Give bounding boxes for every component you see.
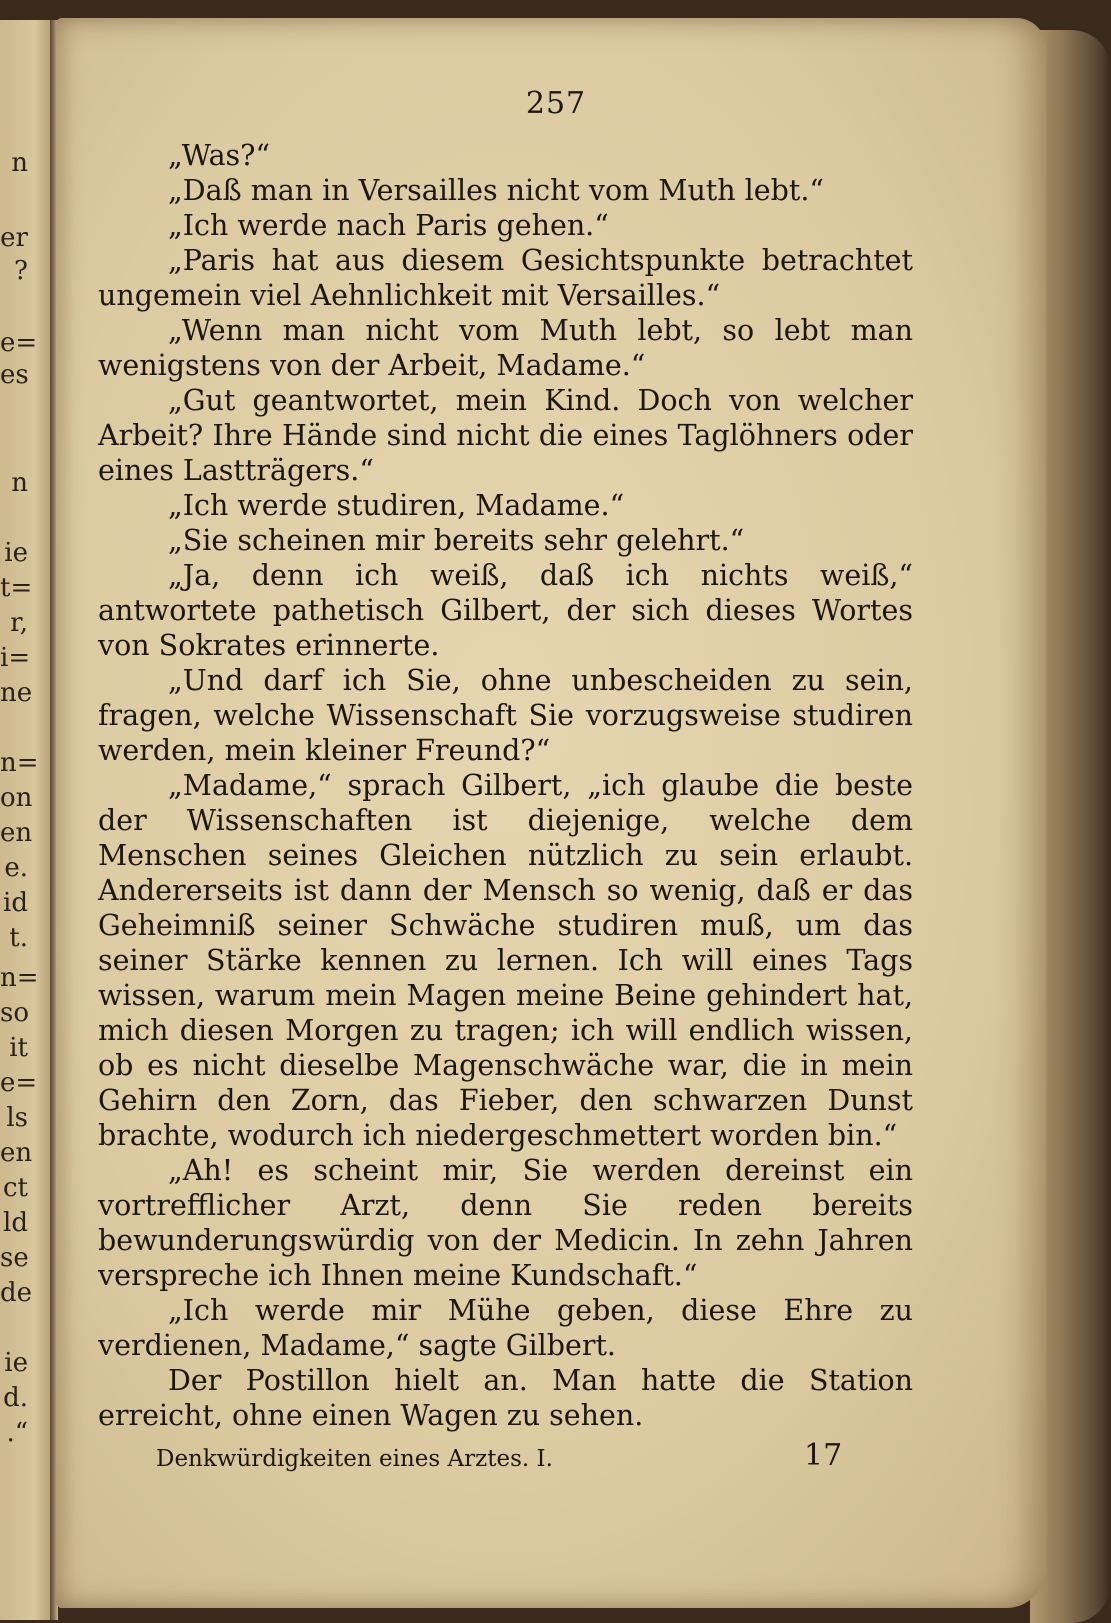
previous-page-fragment: t.: [9, 923, 28, 953]
previous-page-fragment: t=: [0, 573, 33, 603]
paragraph: „Wenn man nicht vom Muth lebt, so lebt man wenigstens von der Arbeit, Madame.“: [98, 314, 913, 382]
previous-page-fragment: ct: [2, 1173, 28, 1203]
previous-page-fragment: on: [0, 783, 33, 813]
previous-page-fragment: .“: [6, 1418, 28, 1448]
paragraph: „Daß man in Versailles nicht vom Muth lebt.“: [168, 174, 824, 207]
paragraph: „Und darf ich Sie, ohne unbescheiden zu sein, fragen, welche Wissenschaft Sie vorzugsweise studiren werden, mein kleiner Freund?“: [98, 664, 913, 767]
paragraph: „Ich werde studiren, Madame.“: [168, 489, 625, 522]
book-page: [56, 18, 1046, 1608]
previous-page-fragment: ls: [6, 1103, 28, 1133]
previous-page-fragment: er: [0, 223, 28, 253]
previous-page-fragment: e.: [4, 853, 28, 883]
previous-page-fragment: e=: [0, 328, 38, 358]
previous-page-fragment: id: [3, 888, 28, 918]
paragraph: „Ja, denn ich weiß, daß ich nichts weiß,“ antwortete pathetisch Gilbert, der sich dieses Wortes von Sokrates erinnerte.: [98, 559, 913, 662]
previous-page-fragment: n=: [0, 748, 39, 778]
previous-page-fragment: n: [11, 468, 28, 498]
previous-page-fragment: ld: [3, 1208, 28, 1238]
previous-page-fragment: d.: [3, 1383, 28, 1413]
previous-page-fragment: n: [11, 148, 28, 178]
footer-title: Denkwürdigkeiten eines Arztes. I.: [156, 1446, 553, 1472]
paragraph: „Ich werde nach Paris gehen.“: [168, 209, 609, 242]
paragraph: „Was?“: [168, 139, 271, 172]
previous-page-fragment: se: [0, 1243, 29, 1273]
previous-page-fragment: ie: [4, 538, 28, 568]
previous-page-fragment: r,: [10, 608, 28, 638]
previous-page-fragment: so: [0, 998, 29, 1028]
previous-page-fragment: n=: [0, 963, 39, 993]
previous-page-fragment: ne: [0, 678, 33, 708]
paragraph: „Paris hat aus diesem Gesichtspunkte betrachtet ungemein viel Aehnlichkeit mit Versailles.“: [98, 244, 913, 312]
previous-page-fragment: i=: [0, 643, 31, 673]
paragraph: Der Postillon hielt an. Man hatte die Station erreicht, ohne einen Wagen zu sehen.: [98, 1364, 913, 1432]
paragraph: „Ich werde mir Mühe geben, diese Ehre zu verdienen, Madame,“ sagte Gilbert.: [98, 1294, 913, 1362]
previous-page-edge: [0, 20, 52, 1620]
previous-page-fragment: ?: [14, 256, 28, 286]
signature-mark: 17: [804, 1438, 843, 1473]
page-number: 257: [525, 86, 587, 121]
previous-page-fragment: en: [0, 1138, 33, 1168]
paragraph: „Gut geantwortet, mein Kind. Doch von welcher Arbeit? Ihre Hände sind nicht die eines Taglöhners oder eines Lastträgers.“: [98, 384, 913, 487]
body-text: [98, 138, 913, 1433]
previous-page-fragment: ie: [4, 1348, 28, 1378]
paragraph: „Ah! es scheint mir, Sie werden dereinst ein vortrefflicher Arzt, denn Sie reden bereits bewunderungswürdig von der Medicin. In zehn Jahren verspreche ich Ihnen meine Kundschaft.“: [98, 1154, 913, 1292]
previous-page-fragment: en: [0, 818, 33, 848]
paragraph: „Madame,“ sprach Gilbert, „ich glaube die beste der Wissenschaften ist diejenige, welche dem Menschen seines Gleichen nützlich zu sein erlaubt. Andererseits ist dann der Mensch so wenig, daß er das Geheimniß seiner Schwäche studiren muß, um das seiner Stärke kennen zu lernen. Ich will eines Tags wissen, warum mein Magen meine Beine gehindert hat, mich diesen Morgen zu tragen; ich will endlich wissen, ob es nicht dieselbe Magenschwäche war, die in mein Gehirn den Zorn, das Fieber, den schwarzen Dunst brachte, wodurch ich niedergeschmettert worden bin.“: [98, 769, 913, 1152]
previous-page-fragment: de: [0, 1278, 33, 1308]
previous-page-fragment: e=: [0, 1068, 38, 1098]
previous-page-fragment: it: [9, 1033, 28, 1063]
previous-page-fragment: es: [0, 360, 29, 390]
paragraph: „Sie scheinen mir bereits sehr gelehrt.“: [168, 524, 745, 557]
